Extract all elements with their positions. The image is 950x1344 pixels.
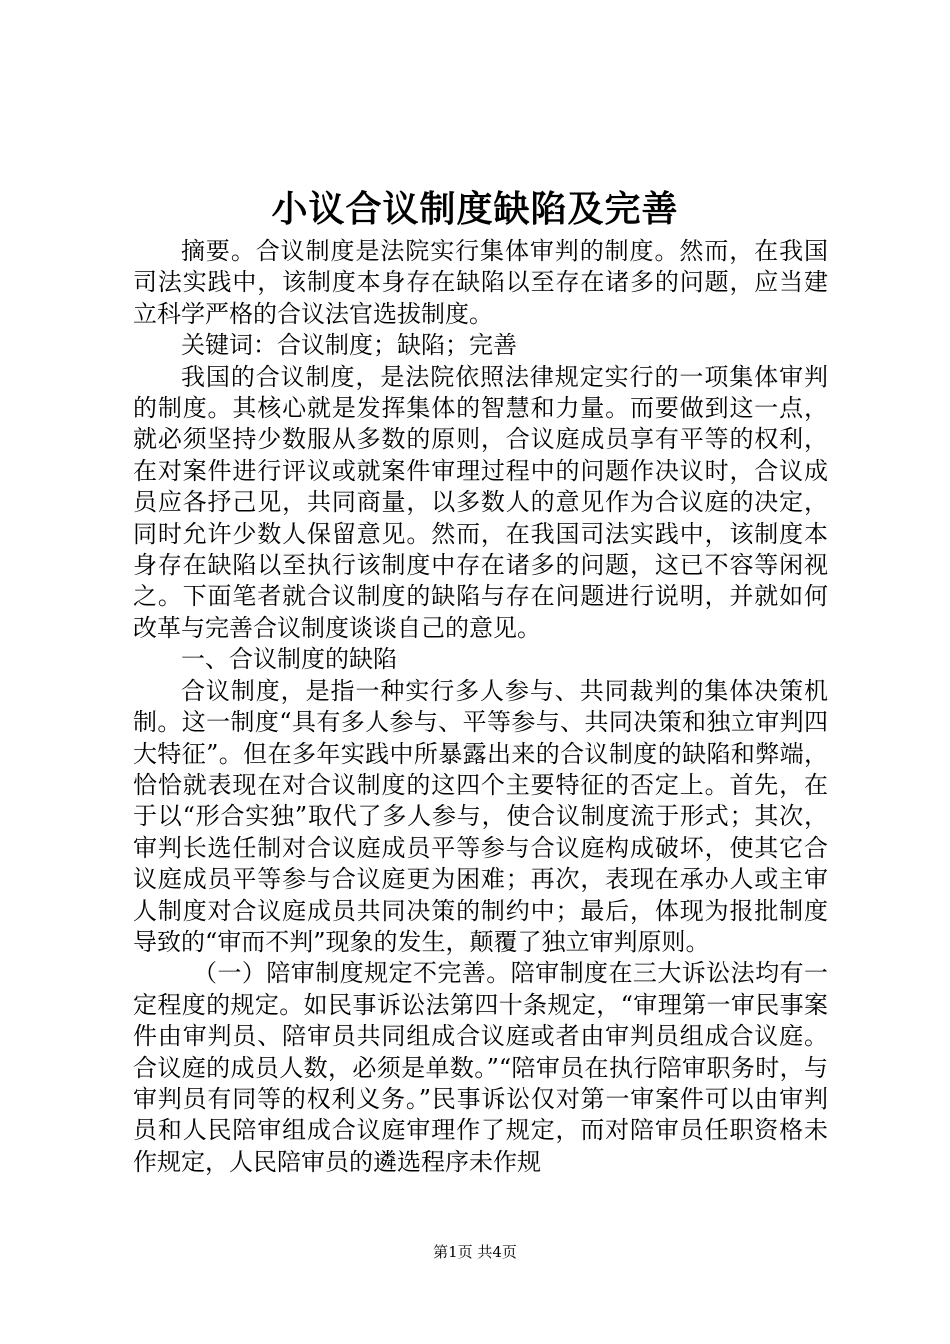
intro-paragraph: 我国的合议制度，是法院依照法律规定实行的一项集体审判的制度。其核心就是发挥集体的智慧和力量。而要做到这一点，就必须坚持少数服从多数的原则，合议庭成员享有平等的权利，在对案件进行评议或就案件审理过程中的问题作决议时，合议成员应各抒己见，共同商量，以多数人的意见作为合议庭的决定，同时允许少数人保留意见。然而，在我国司法实践中，该制度本身存在缺陷以至执行该制度中存在诸多的问题，这已不容等闲视之。下面笔者就合议制度的缺陷与存在问题进行说明，并就如何改革与完善合议制度谈谈自己的意见。: [133, 362, 828, 642]
document-body: [133, 236, 828, 1178]
keywords-paragraph: 关键词：合议制度；缺陷；完善: [181, 331, 517, 360]
body-paragraph: 合议制度，是指一种实行多人参与、共同裁判的集体决策机制。这一制度“具有多人参与、平等参与、共同决策和独立审判四大特征”。但在多年实践中所暴露出来的合议制度的缺陷和弊端，恰恰就表现在对合议制度的这四个主要特征的否定上。首先，在于以“形合实独”取代了多人参与，使合议制度流于形式；其次，审判长选任制对合议庭成员平等参与合议庭构成破坏，使其它合议庭成员平等参与合议庭更为困难；再次，表现在承办人或主审人制度对合议庭成员共同决策的制约中；最后，体现为报批制度导致的“审而不判”现象的发生，颠覆了独立审判原则。: [133, 676, 828, 956]
subsection-paragraph: （一）陪审制度规定不完善。陪审制度在三大诉讼法均有一定程度的规定。如民事诉讼法第四十条规定，“审理第一审民事案件由审判员、陪审员共同组成合议庭或者由审判员组成合议庭。合议庭的成员人数，必须是单数。”“陪审员在执行陪审职务时，与审判员有同等的权利义务。”民事诉讼仅对第一审案件可以由审判员和人民陪审组成合议庭审理作了规定，而对陪审员任职资格未作规定，人民陪审员的遴选程序未作规: [133, 959, 828, 1176]
section-heading: 一、合议制度的缺陷: [181, 645, 397, 674]
abstract-paragraph: 摘要。合议制度是法院实行集体审判的制度。然而，在我国司法实践中，该制度本身存在缺陷以至存在诸多的问题，应当建立科学严格的合议法官选拔制度。: [133, 237, 828, 328]
document-title: 小议合议制度缺陷及完善: [271, 188, 679, 230]
page-footer: 第1页 共4页: [433, 1243, 517, 1261]
